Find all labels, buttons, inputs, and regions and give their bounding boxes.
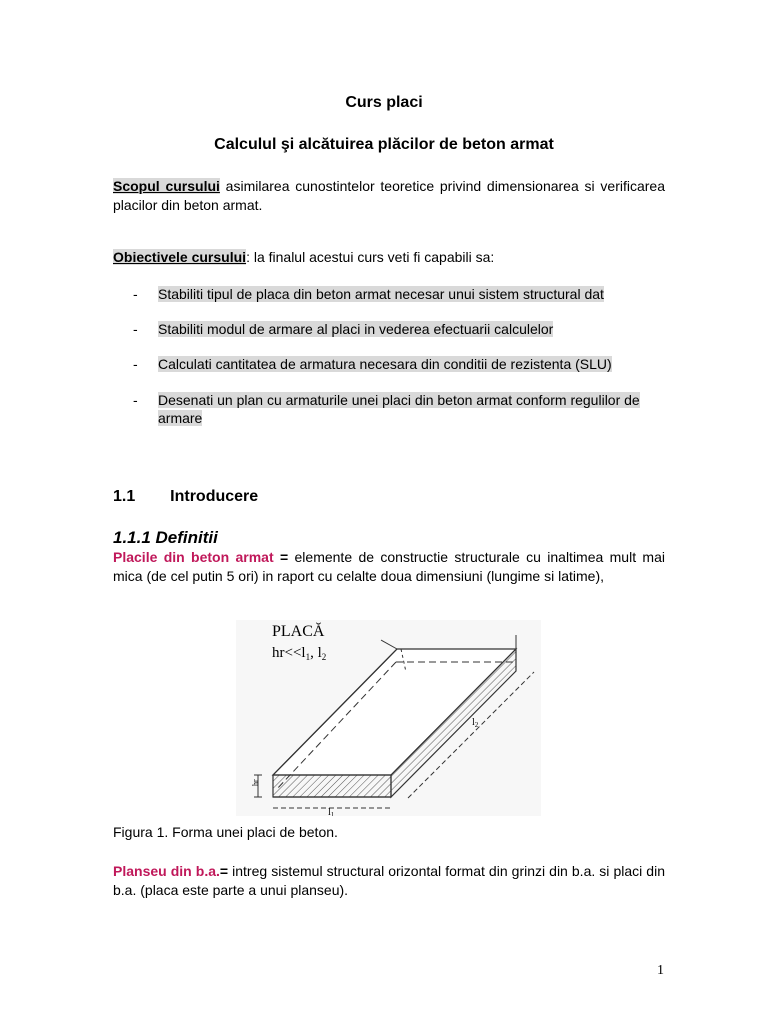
- page-number: 1: [657, 963, 664, 978]
- definition-text: intreg sistemul structural orizontal format din grinzi din b.a. si placi din b.a. (placa este parte a unui planseu).: [113, 863, 665, 898]
- objective-item: [133, 355, 667, 373]
- section-number: 1.1: [113, 488, 136, 505]
- objectives-text: : la finalul acestui curs veti fi capabili sa:: [246, 249, 495, 265]
- objective-text: Calculati cantitatea de armatura necesara din conditii de rezistenta (SLU): [158, 356, 612, 372]
- objective-text: Stabiliti modul de armare al placi in vederea efectuarii calculelor: [158, 321, 554, 337]
- condition-label: $hr<<l_1$, $l_2$: [272, 645, 327, 662]
- definition-term: Placile din beton armat: [113, 549, 274, 565]
- objective-text: Desenati un plan cu armaturile unei placi din beton armat conform regulilor de armare: [158, 392, 640, 426]
- objectives-label: Obiectivele cursului: [113, 249, 247, 265]
- bullet-dash: -: [133, 321, 138, 337]
- bullet-dash: -: [133, 392, 138, 408]
- l2-dimension-label: $l_2$: [472, 717, 479, 729]
- section-title: Introducere: [170, 488, 259, 505]
- definition-paragraph: [113, 548, 665, 586]
- objectives-paragraph: [113, 248, 665, 267]
- definition-text: elemente de constructie structurale cu inaltimea mult mai mica (de cel putin 5 ori) in raport cu celalte doua dimensiuni (lungime si latime),: [113, 549, 665, 584]
- section-heading: [113, 488, 258, 506]
- definition-paragraph-2: [113, 862, 665, 900]
- objective-item: [133, 320, 667, 338]
- definition-eq: =: [219, 863, 233, 879]
- bullet-dash: -: [133, 286, 138, 302]
- objective-item: [133, 285, 667, 303]
- scope-label: Scopul cursului: [113, 178, 220, 194]
- definition-term: Planseu din b.a.: [113, 863, 220, 879]
- scope-paragraph: [113, 177, 665, 215]
- objective-text: Stabiliti tipul de placa din beton armat necesar unui sistem structural dat: [158, 286, 604, 302]
- document-title: Curs placi: [345, 94, 423, 111]
- document-subtitle: Calculul şi alcătuirea plăcilor de beton armat: [214, 136, 554, 153]
- figure-caption: Figura 1. Forma unei placi de beton.: [113, 824, 338, 840]
- bullet-dash: -: [133, 356, 138, 372]
- hr-dimension-label: hr: [251, 779, 260, 786]
- scope-text: asimilarea cunostintelor teoretice privind dimensionarea si verificarea placilor din beton armat.: [113, 178, 665, 213]
- placa-label: PLACĂ: [272, 623, 325, 640]
- subsection-heading: 1.1.1 Definitii: [113, 528, 218, 547]
- slab-figure: [236, 620, 541, 816]
- l1-dimension-label: $l_1$: [328, 807, 335, 816]
- objective-item: [133, 391, 667, 427]
- definition-eq: =: [273, 549, 295, 565]
